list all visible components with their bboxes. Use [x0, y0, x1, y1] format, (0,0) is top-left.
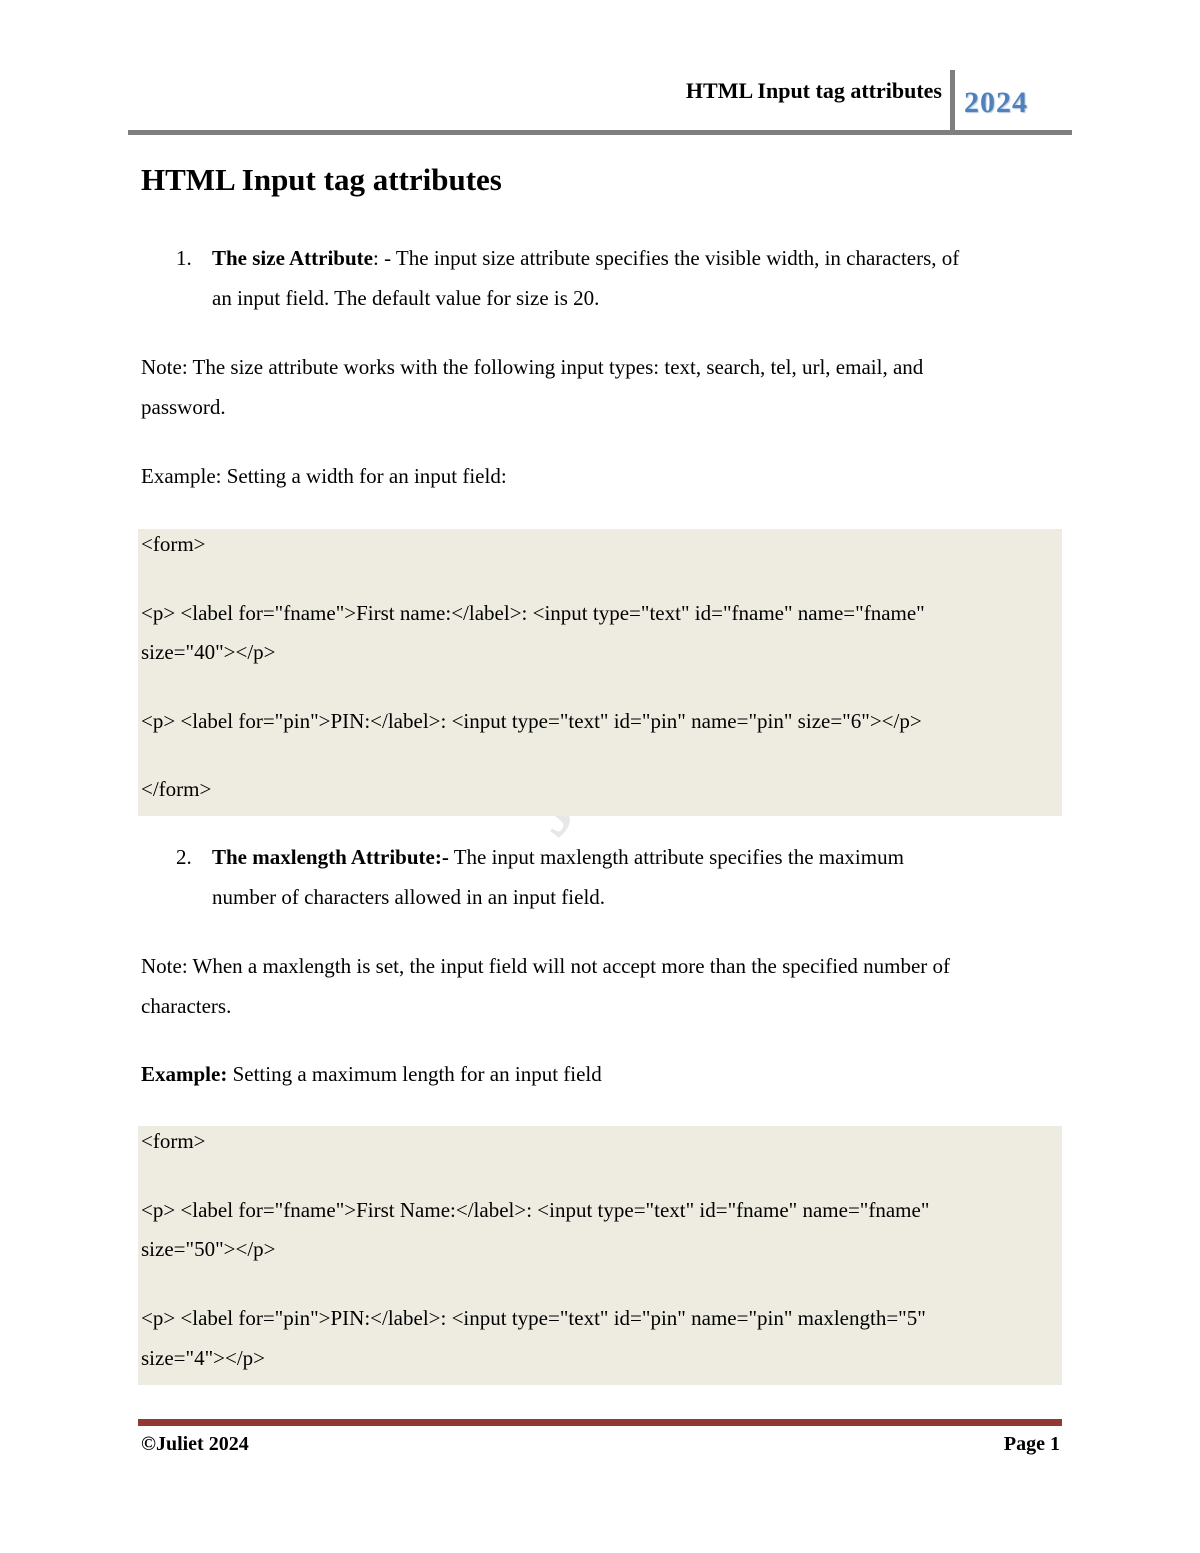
- example-caption: Example: Setting a width for an input field:: [141, 464, 507, 488]
- note-line: characters.: [141, 994, 232, 1018]
- running-header-title: HTML Input tag attributes: [685, 78, 942, 103]
- list-item-body: [212, 837, 904, 877]
- attribute-term: The size Attribute: [212, 246, 373, 270]
- footer-rule: [138, 1419, 1062, 1426]
- header-rule: [128, 130, 1072, 135]
- header-year: 2024: [964, 86, 1028, 119]
- note-line: Note: When a maxlength is set, the input field will not accept more than the specified number of: [141, 954, 951, 978]
- example-caption: [141, 1054, 602, 1094]
- list-number: 1.: [176, 246, 192, 270]
- code-line: size="50"></p>: [141, 1237, 276, 1261]
- list-item-body: [212, 238, 959, 278]
- page-title: HTML Input tag attributes: [141, 162, 502, 197]
- code-line: </form>: [141, 777, 212, 801]
- code-line: <p> <label for="pin">PIN:</label>: <input type="text" id="pin" name="pin" size="6"></p>: [141, 709, 922, 733]
- attribute-description-cont: an input field. The default value for size is 20.: [212, 286, 600, 310]
- note-line: Note: The size attribute works with the following input types: text, search, tel, url, email, and: [141, 355, 924, 379]
- code-line: <form>: [141, 532, 206, 556]
- code-block: [138, 1126, 1062, 1385]
- attribute-description: The input maxlength attribute specifies the maximum: [448, 845, 904, 869]
- code-block: [138, 529, 1062, 816]
- code-line: <p> <label for="pin">PIN:</label>: <input type="text" id="pin" name="pin" maxlength="5": [141, 1306, 926, 1330]
- note-line: password.: [141, 395, 226, 419]
- attribute-term: The maxlength Attribute:-: [212, 845, 449, 869]
- header-divider: [950, 70, 955, 132]
- code-line: size="4"></p>: [141, 1346, 266, 1370]
- example-text: Setting a maximum length for an input field: [227, 1062, 602, 1086]
- attribute-description: : - The input size attribute specifies the visible width, in characters, of: [372, 246, 960, 270]
- code-line: <p> <label for="fname">First Name:</label>: <input type="text" id="fname" name="fname": [141, 1198, 930, 1222]
- code-line: <form>: [141, 1129, 206, 1153]
- example-label: Example:: [141, 1062, 228, 1086]
- footer-copyright: ©Juliet 2024: [141, 1433, 249, 1455]
- attribute-description-cont: number of characters allowed in an input field.: [212, 885, 606, 909]
- list-number: 2.: [176, 845, 192, 869]
- code-line: size="40"></p>: [141, 640, 276, 664]
- footer-page-number: Page 1: [1003, 1433, 1060, 1455]
- code-line: <p> <label for="fname">First name:</label>: <input type="text" id="fname" name="fname": [141, 601, 925, 625]
